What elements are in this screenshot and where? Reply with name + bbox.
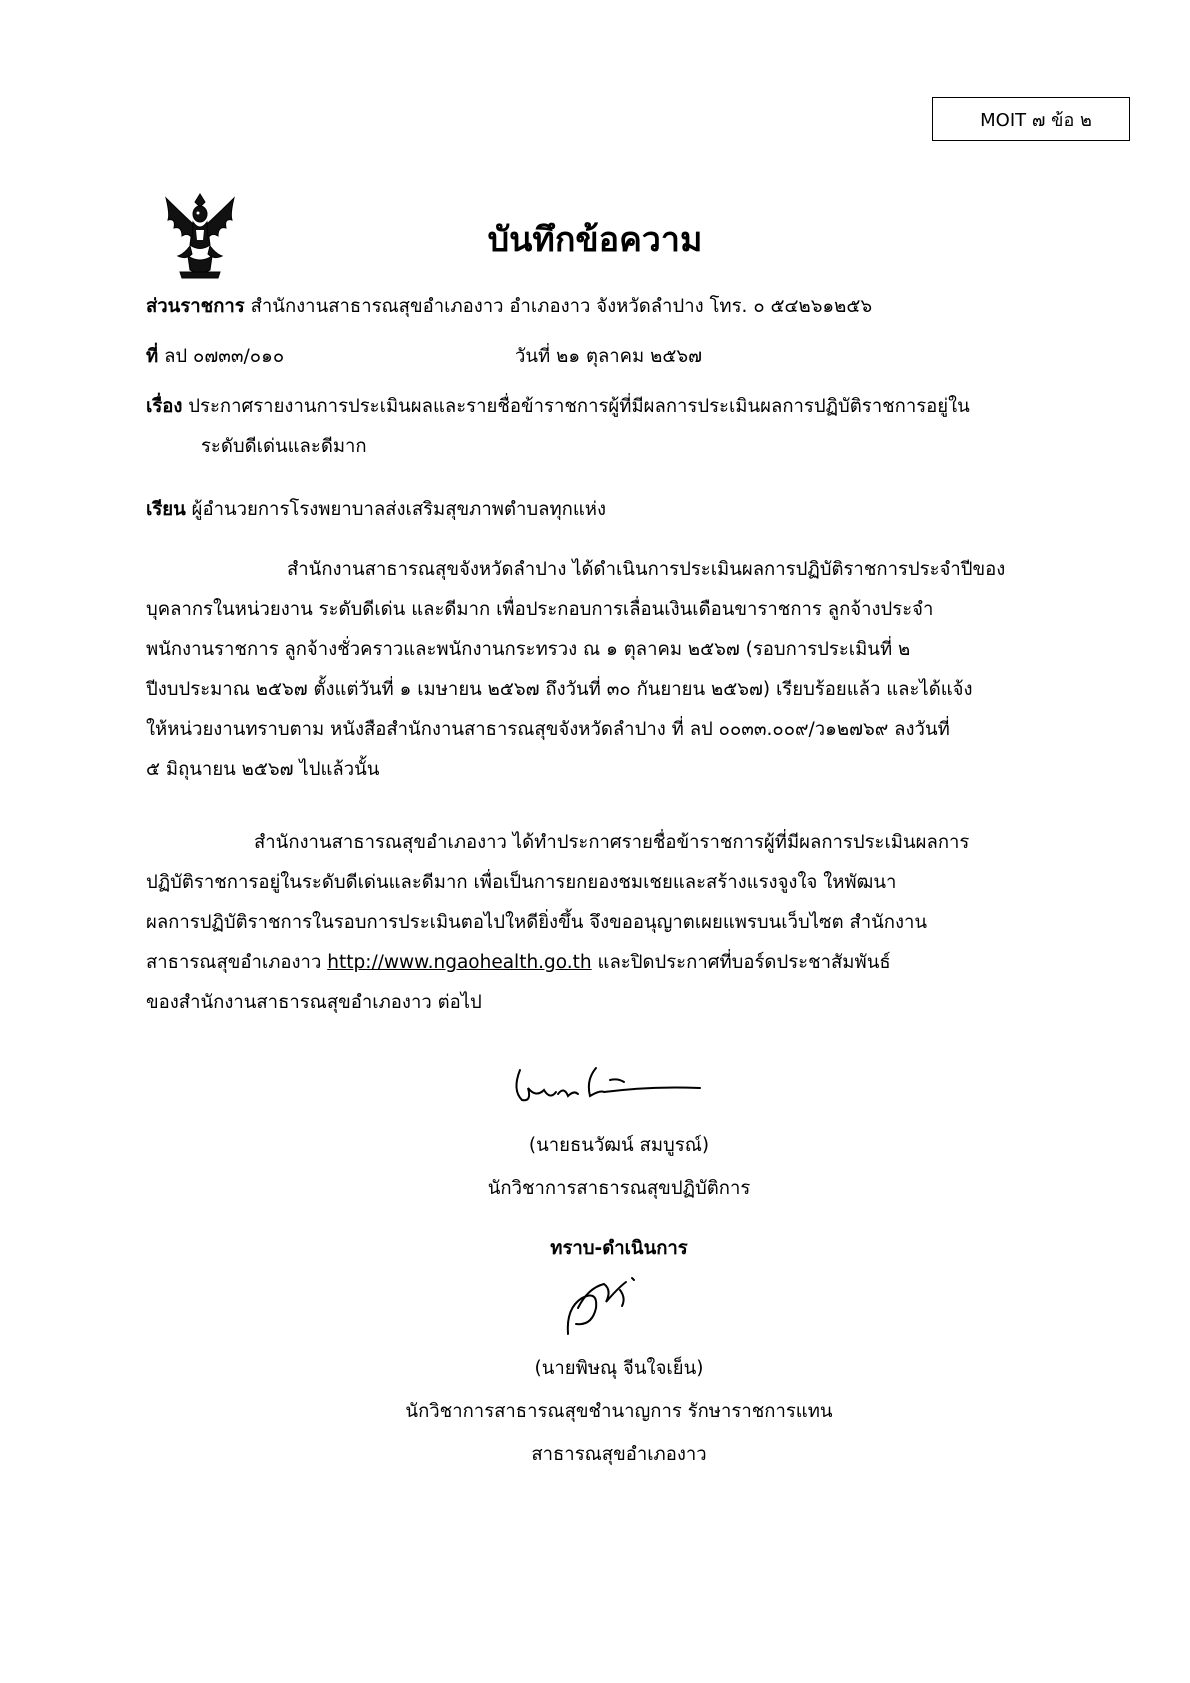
agency-label: ส่วนราชการ: [146, 296, 245, 317]
signer-1-position: นักวิชาการสาธารณสุขปฏิบัติการ: [487, 1178, 751, 1199]
paragraph-2-line-4: [146, 950, 891, 976]
reference-number-row: [146, 344, 284, 370]
signature-1: [500, 1050, 710, 1120]
paragraph-2-line-4-start: สาธารณสุขอำเภองาว: [146, 952, 322, 973]
subject-label: เรื่อง: [146, 396, 183, 417]
addressee-label: เรียน: [146, 499, 186, 520]
agency-row: [146, 294, 872, 320]
signature-2: [548, 1268, 658, 1340]
paragraph-2-line-2: ปฏิบัติราชการอยู่ในระดับดีเด่นและดีมาก เพื่อเป็นการยกยองชมเชยและสร้างแรงจูงใจ ใหพัฒนา: [146, 872, 897, 893]
signer-2-position: นักวิชาการสาธารณสุขชำนาญการ รักษาราชการแทน: [405, 1401, 833, 1422]
reference-number: ลป ๐๗๓๓/๐๑๐: [164, 346, 285, 367]
paragraph-2-line-5: ของสำนักงานสาธารณสุขอำเภองาว ต่อไป: [146, 992, 482, 1013]
reference-box: MOIT ๗ ข้อ ๒: [932, 97, 1130, 141]
reference-label: ที่: [146, 346, 159, 367]
date-row: [515, 344, 702, 370]
document-title: บันทึกข้อความ: [487, 220, 703, 260]
paragraph-2-line-1: สำนักงานสาธารณสุขอำเภองาว ได้ทำประกาศรายชื่อข้าราชการผู้ที่มีผลการประเมินผลการ: [254, 832, 970, 853]
addressee-value: ผู้อำนวยการโรงพยาบาลส่งเสริมสุขภาพตำบลทุกแห่ง: [191, 499, 606, 520]
signer-2-name: (นายพิษณุ จีนใจเย็น): [534, 1358, 704, 1379]
signer-2-position-2: สาธารณสุขอำเภองาว: [531, 1444, 707, 1465]
approval-label: ทราบ-ดำเนินการ: [550, 1238, 688, 1259]
subject-row: [146, 394, 970, 420]
subject-line-1: ประกาศรายงานการประเมินผลและรายชื่อข้าราชการผู้ที่มีผลการประเมินผลการปฏิบัติราชการอยู่ใน: [188, 396, 970, 417]
paragraph-2-line-3: ผลการปฏิบัติราชการในรอบการประเมินตอไปใหดียิ่งขึ้น จึงขออนุญาตเผยแพรบนเว็บไซต สำนักงาน: [146, 912, 928, 933]
website-link[interactable]: http://www.ngaohealth.go.th: [327, 952, 592, 973]
date-label: วันที่: [515, 346, 551, 367]
paragraph-1-line-4: ปีงบประมาณ ๒๕๖๗ ตั้งแต่วันที่ ๑ เมษายน ๒๕๖๗ ถึงวันที่ ๓๐ กันยายน ๒๕๖๗) เรียบร้อยแล้ว และได้แจ้ง: [146, 679, 973, 700]
subject-line-2: ระดับดีเด่นและดีมาก: [201, 436, 367, 457]
date-value: ๒๑ ตุลาคม ๒๕๖๗: [556, 346, 702, 367]
agency-value: สำนักงานสาธารณสุขอำเภองาว อำเภองาว จังหวัดลำปาง โทร. ๐ ๕๔๒๖๑๒๕๖: [250, 296, 873, 317]
paragraph-1-line-1: สำนักงานสาธารณสุขจังหวัดลำปาง ได้ดำเนินการประเมินผลการปฏิบัติราชการประจำปีของ: [287, 559, 1006, 580]
paragraph-1-line-6: ๕ มิถุนายน ๒๕๖๗ ไปแล้วนั้น: [146, 759, 380, 780]
signer-1-name: (นายธนวัฒน์ สมบูรณ์): [528, 1135, 710, 1156]
paragraph-1-line-2: บุคลากรในหน่วยงาน ระดับดีเด่น และดีมาก เพื่อประกอบการเลื่อนเงินเดือนขาราชการ ลูกจ้างประจำ: [146, 599, 934, 620]
paragraph-2-line-4-end: และปิดประกาศที่บอร์ดประชาสัมพันธ์: [597, 952, 891, 973]
paragraph-1-line-3: พนักงานราชการ ลูกจ้างชั่วคราวและพนักงานกระทรวง ณ ๑ ตุลาคม ๒๕๖๗ (รอบการประเมินที่ ๒: [146, 639, 911, 660]
addressee-row: [146, 497, 606, 523]
paragraph-1-line-5: ให้หน่วยงานทราบตาม หนังสือสำนักงานสาธารณสุขจังหวัดลำปาง ที่ ลป ๐๐๓๓.๐๐๙/ว๑๒๗๖๙ ลงวันที่: [146, 719, 950, 740]
